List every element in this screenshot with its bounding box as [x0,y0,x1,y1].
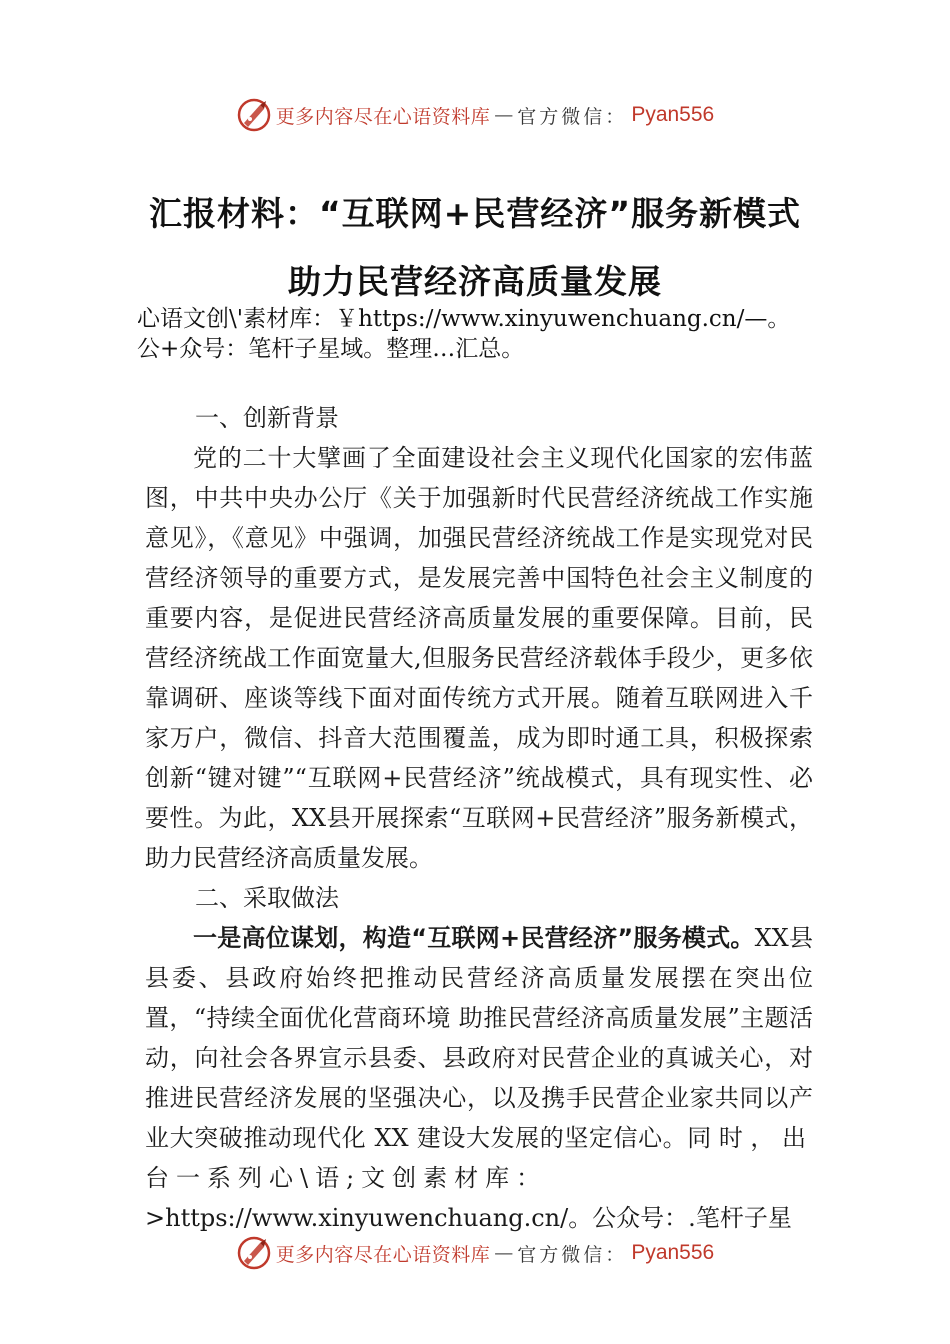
banner-wechat-id: Pyan556 [631,103,715,126]
paragraph-lead-bold: 一是高位谋划，构造“互联网+民营经济”服务模式。 [193,924,755,952]
paragraph-measures-tail1: 同时，出台一系列心\语;文创素材库： [145,1124,813,1192]
section-heading-background: 一、创新背景 [195,404,339,432]
paragraph-background: 党的二十大擘画了全面建设社会主义现代化国家的宏伟蓝图，中共中央办公厅《关于加强新时代民营经济统战工作实施意见》，《意见》中强调，加强民营经济统战工作是实现党对民营经济领导的重要方式，是发展完善中国特色社会主义制度的重要内容，是促进民营经济高质量发展的重要保障。目前，民营经济统战工作面宽量大,但服务民营经济载体手段少，更多依靠调研、座谈等线下面对面传统方式开展。随着互联网进入千家万户，微信、抖音大范围覆盖，成为即时通工具，积极探索创新“键对键”“互联网+民营经济”统战模式，具有现实性、必要性。为此，XX县开展探索“互联网+民营经济”服务新模式，助力民营经济高质量发展。 [145,444,813,872]
footer-banner [0,1233,950,1273]
header-banner [0,95,950,135]
paragraph-measures [145,918,813,1238]
paragraph-measures-text: XX县县委、县政府始终把推动民营经济高质量发展摆在突出位置，“持续全面优化营商环境 助推民营经济高质量发展”主题活动，向社会各界宣示县委、县政府对民营企业的真诚关心，对推进民营经济发展的坚强决心，以及携手民营企业家共同以产业大突破推动现代化 XX 建设大发展的坚定信心。 [145,924,814,1152]
document-title-line2: 助力民营经济高质量发展 [288,262,662,301]
document-body [145,398,813,1238]
source-line2: 公+众号：笔杆子星域。整理…汇总。 [137,336,525,362]
pen-logo-icon [236,1235,272,1271]
banner-text: 更多内容尽在心语资料库 [275,1243,491,1266]
banner-separator: — [494,104,514,126]
banner-label: 官方微信： [517,105,628,128]
banner-wechat-id: Pyan556 [631,1241,715,1264]
section-heading-measures: 二、采取做法 [195,884,339,912]
pen-logo-icon [236,97,272,133]
banner-text: 更多内容尽在心语资料库 [275,105,491,128]
banner-separator: — [494,1242,514,1264]
document-title-line1: 汇报材料：“互联网+民营经济”服务新模式 [148,194,802,233]
paragraph-measures-tail2: >https://www.xinyuwenchuang.cn/。公众号：.笔杆子星 [145,1204,792,1232]
source-line1: 心语文创\'素材库：￥https://www.xinyuwenchuang.cn/—。 [137,306,791,332]
banner-label: 官方微信： [517,1243,628,1266]
